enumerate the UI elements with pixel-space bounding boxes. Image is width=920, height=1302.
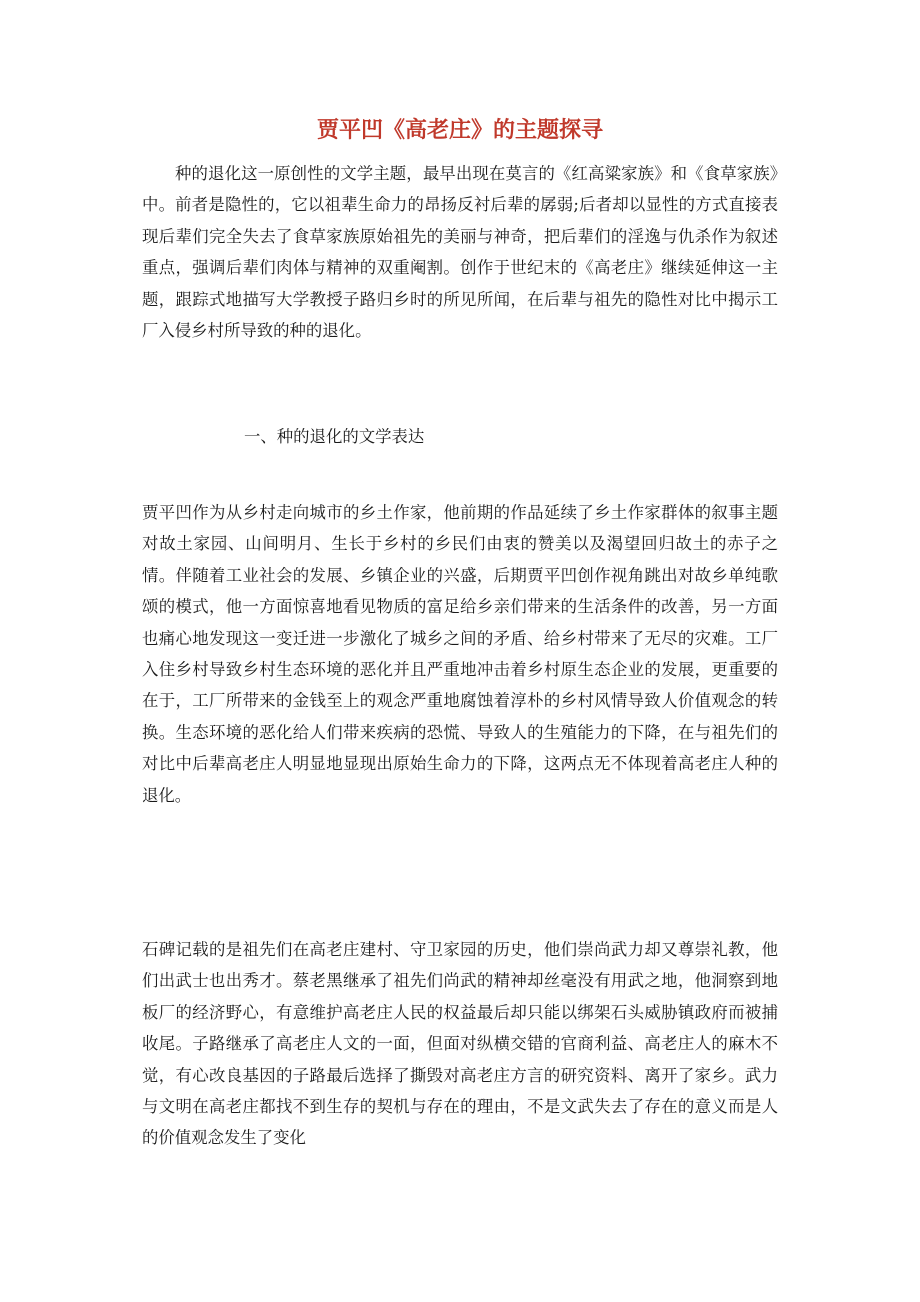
paragraph-intro: 种的退化这一原创性的文学主题，最早出现在莫言的《红高粱家族》和《食草家族》中。前者是隐性的，它以祖辈生命力的昂扬反衬后辈的孱弱;后者却以显性的方式直接表现后辈们完全失去了食草家族原始祖先的美丽与神奇，把后辈们的淫逸与仇杀作为叙述重点，强调后辈们肉体与精神的双重阉割。创作于世纪末的《高老庄》继续延伸这一主题，跟踪式地描写大学教授子路归乡时的所见所闻，在后辈与祖先的隐性对比中揭示工厂入侵乡村所导致的种的退化。	[142, 164, 778, 341]
paragraph-body-1: 贾平凹作为从乡村走向城市的乡土作家，他前期的作品延续了乡土作家群体的叙事主题对故土家园、山间明月、生长于乡村的乡民们由衷的赞美以及渴望回归故土的赤子之情。伴随着工业社会的发展、乡镇企业的兴盛，后期贾平凹创作视角跳出对故乡单纯歌颂的模式，他一方面惊喜地看见物质的富足给乡亲们带来的生活条件的改善，另一方面也痛心地发现这一变迁进一步激化了城乡之间的矛盾、给乡村带来了无尽的灾难。工厂入住乡村导致乡村生态环境的恶化并且严重地冲击着乡村原生态企业的发展，更重要的在于，工厂所带来的金钱至上的观念严重地腐蚀着淳朴的乡村风情导致人价值观念的转换。生态环境的恶化给人们带来疾病的恐慌、导致人的生殖能力的下降，在与祖先们的对比中后辈高老庄人明显地显现出原始生命力的下降，这两点无不体现着高老庄人种的退化。	[142, 503, 778, 805]
section-heading: 一、种的退化的文学表达	[244, 427, 425, 446]
paragraph-body-2: 石碑记载的是祖先们在高老庄建村、守卫家园的历史，他们崇尚武力却又尊崇礼教，他们出武士也出秀才。蔡老黑继承了祖先们尚武的精神却丝毫没有用武之地，他洞察到地板厂的经济野心，有意维护高老庄人民的权益最后却只能以绑架石头威胁镇政府而被捕收尾。子路继承了高老庄人文的一面，但面对纵横交错的官商利益、高老庄人的麻木不觉，有心改良基因的子路最后选择了撕毁对高老庄方言的研究资料、离开了家乡。武力与文明在高老庄都找不到生存的契机与存在的理由，不是文武失去了存在的意义而是人的价值观念发生了变化	[142, 940, 778, 1148]
document-title: 贾平凹《高老庄》的主题探寻	[316, 118, 603, 143]
